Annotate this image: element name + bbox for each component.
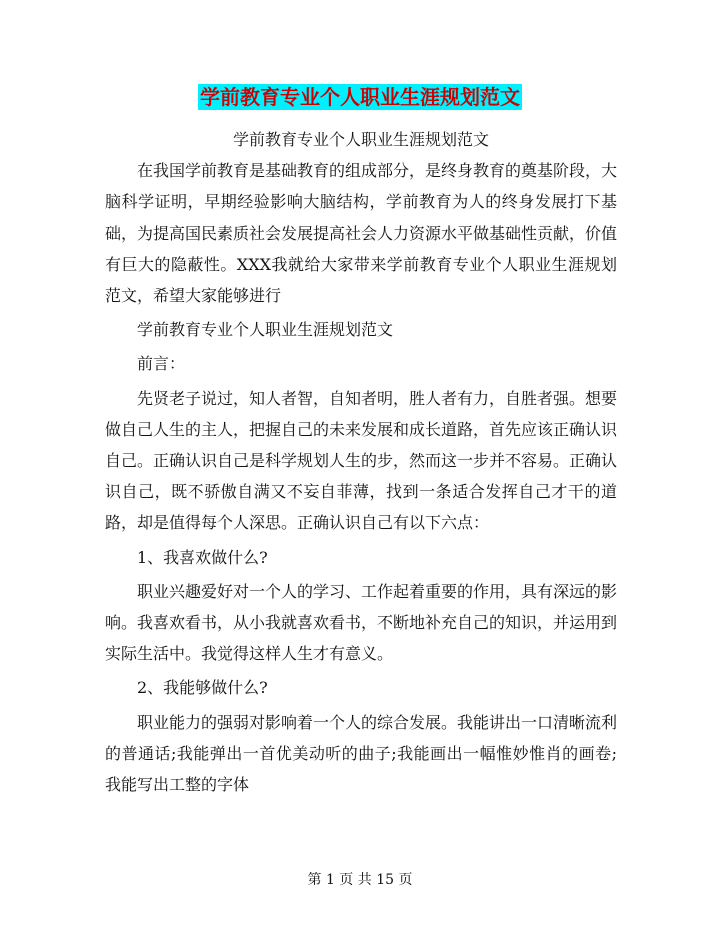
- paragraph-answer-1: 职业兴趣爱好对一个人的学习、工作起着重要的作用，具有深远的影响。我喜欢看书，从小我就喜欢看书，不断地补充自己的知识，并运用到实际生活中。我觉得这样人生才有意义。: [105, 581, 618, 664]
- document-title: [0, 84, 720, 110]
- paragraph-question-2: 2、我能够做什么?: [137, 678, 268, 698]
- paragraph-intro: 在我国学前教育是基础教育的组成部分，是终身教育的奠基阶段，大脑科学证明，早期经验影响大脑结构，学前教育为人的终身发展打下基础，为提高国民素质社会发展提高社会人力资源水平做基础性贡献，价值有巨大的隐蔽性。XXX我就给大家带来学前教育专业个人职业生涯规划范文，希望大家能够进行: [105, 161, 618, 306]
- paragraph-preface-label: 前言：: [137, 354, 186, 374]
- document-subtitle: 学前教育专业个人职业生涯规划范文: [232, 130, 489, 149]
- page-number-label: 第 1 页 共 15 页: [307, 872, 413, 888]
- paragraph-preface-body: 先贤老子说过，知人者智，自知者明，胜人者有力，自胜者强。想要做自己人生的主人，把握自己的未来发展和成长道路，首先应该正确认识自己。正确认识自己是科学规划人生的步，然而这一步并不容易。正确认识自己，既不骄傲自满又不妄自菲薄，找到一条适合发挥自己才干的道路，却是值得每个人深思。正确认识自己有以下六点：: [105, 388, 618, 533]
- page-footer: [0, 871, 720, 889]
- paragraph-section-heading: 学前教育专业个人职业生涯规划范文: [137, 320, 394, 340]
- paragraph-answer-2: 职业能力的强弱对影响着一个人的综合发展。我能讲出一口清晰流利的普通话;我能弹出一首优美动听的曲子;我能画出一幅惟妙惟肖的画卷;我能写出工整的字体: [105, 712, 618, 795]
- highlighted-title-text: 学前教育专业个人职业生涯规划范文: [200, 85, 520, 109]
- document-body: [105, 124, 617, 800]
- paragraph-question-1: 1、我喜欢做什么?: [137, 547, 268, 567]
